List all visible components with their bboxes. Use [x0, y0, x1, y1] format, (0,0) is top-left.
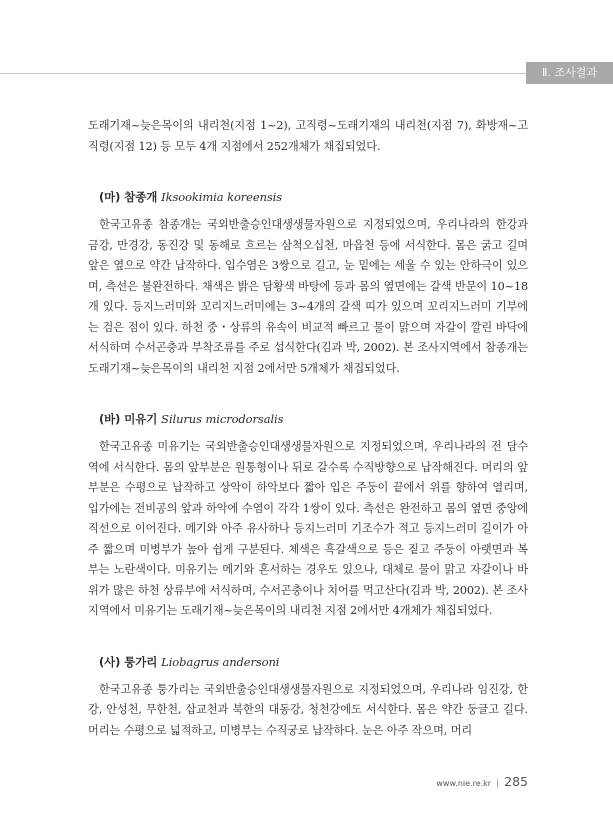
header-rule [0, 73, 526, 74]
intro-paragraph: 도래기재~늦은목이의 내리천(지점 1~2), 고직령~도래기재의 내리천(지점 7), 화방재~고직령(지점 12) 등 모두 4개 지점에서 252개체가 채집되었다. [88, 119, 528, 153]
footer-url: www.nie.re.kr [436, 779, 492, 788]
scientific-name: Iksookimia koreensis [161, 190, 283, 204]
section-body-miyugi: 한국고유종 미유기는 국외반출승인대생생물자원으로 지정되었으며, 우리나라의 전 담수역에 서식한다. 몸의 앞부분은 원통형이나 뒤로 갈수록 수직방향으로 납작해진다. 머리의 앞부분은 수평으로 납작하고 상악이 하악보다 짧아 입은 주둥이 끝에서 위를 향하여 열리며, 입가에는 전비공의 앞과 하악에 수염이 각각 1쌍이 있다. 측선은 완전하고 몸의 옆면 중앙에 직선으로 이어진다. 메기와 아주 유사하나 등지느러미 기조수가 적고 등지느러미 길이가 아주 짧으며 미병부가 높아 쉽게 구분된다. 체색은 흑갈색으로 등은 짙고 주둥이 아랫면과 복부는 노란색이다. 미유기는 메기와 혼서하는 경우도 있으나, 대체로 물이 맑고 자갈이나 바위가 많은 하천 상류부에 서식하며, 수서곤충이나 치어를 먹고산다(김과 박, 2002). 본 조사지역에서 미유기는 도래기재~늦은목이의 내리천 지점 2에서만 4개체가 채집되었다. [88, 440, 528, 617]
page-number: 285 [504, 774, 528, 789]
section-heading-tunggari [88, 652, 528, 672]
section-header-tab: Ⅱ. 조사결과 [526, 62, 613, 84]
section-body-chamjonggae: 한국고유종 참종개는 국외반출승인대생생물자원으로 지정되었으며, 우리나라의 한강과 금강, 만경강, 동진강 및 동해로 흐르는 삼척오십천, 마읍천 등에 서식한다. 몸은 굵고 길며 앞은 옆으로 약간 납작하다. 입수염은 3쌍으로 길고, 눈 밑에는 세울 수 있는 안하극이 있으며, 측선은 불완전하다. 채색은 밝은 담황색 바탕에 등과 몸의 옆면에는 갈색 반문이 10~18개 있다. 등지느러미와 꼬리지느러미에는 3~4개의 갈색 띠가 있으며 꼬리지느러미 기부에는 검은 점이 있다. 하천 중・상류의 유속이 비교적 빠르고 물이 맑으며 자갈이 깔린 바닥에 서식하며 수서곤충과 부착조류를 주로 섭식한다(김과 박, 2002). 본 조사지역에서 참종개는 도래기재~늦은목이의 내리천 지점 2에서만 5개체가 채집되었다. [88, 218, 528, 375]
scientific-name: Liobagrus andersoni [161, 654, 280, 669]
page-content [88, 116, 528, 741]
scientific-name: Silurus microdorsalis [161, 412, 284, 426]
footer-separator: | [496, 779, 500, 789]
section-label: (바) 미유기 [99, 412, 158, 426]
page-footer [436, 771, 528, 790]
section-label: (마) 참종개 [99, 190, 158, 204]
section-heading-chamjonggae [88, 187, 528, 207]
section-label: (사) 퉁가리 [99, 654, 158, 669]
section-body-tunggari: 한국고유종 퉁가리는 국외반출승인대생생물자원으로 지정되었으며, 우리나라 임진강, 한강, 안성천, 무한천, 삽교천과 북한의 대동강, 청천강에도 서식한다. 몸은 약간 둥글고 길다. 머리는 수평으로 넓적하고, 미병부는 수직궁로 납작하다. 눈은 아주 작으며, 머리 [88, 682, 528, 737]
section-heading-miyugi [88, 409, 528, 429]
